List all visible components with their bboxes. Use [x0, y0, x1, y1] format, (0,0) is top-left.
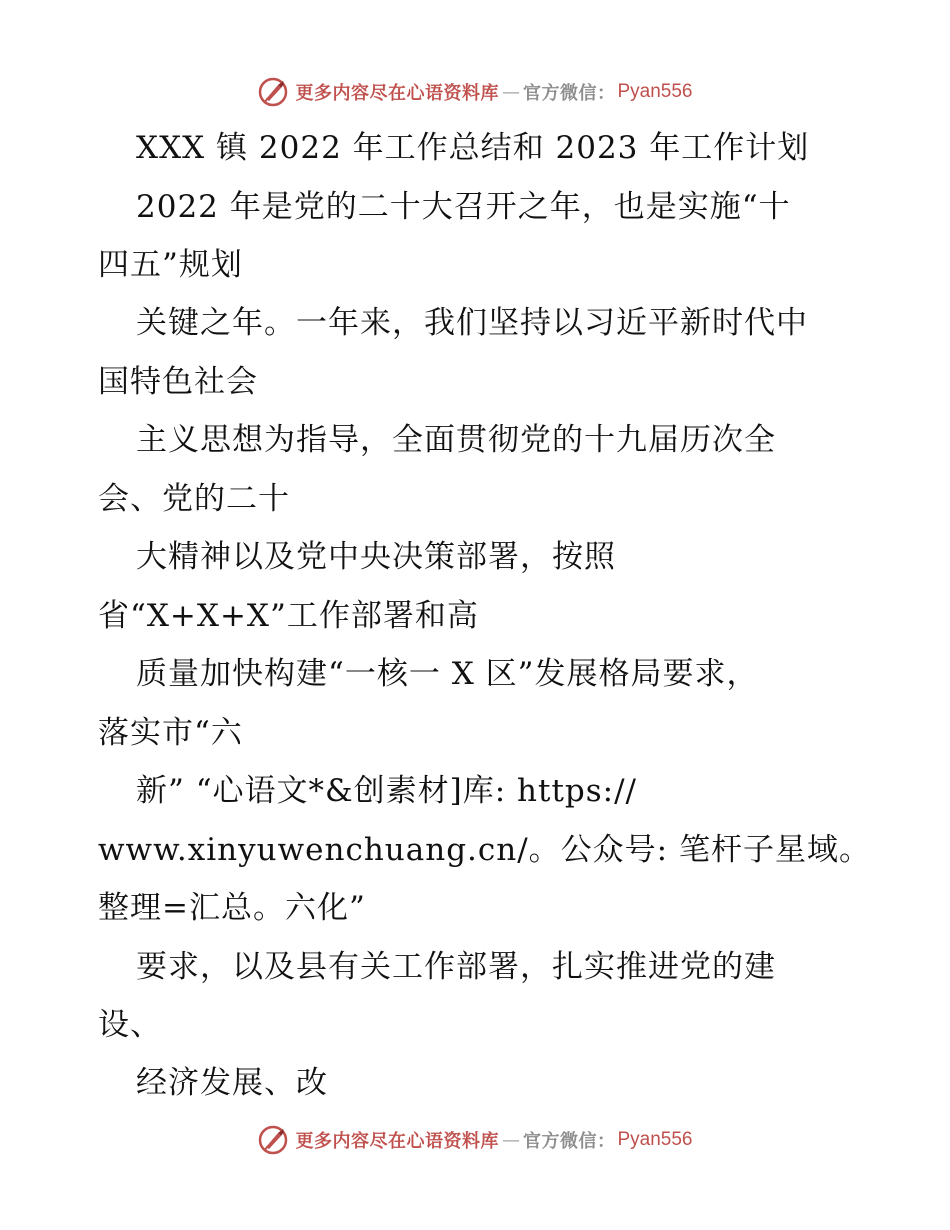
header-brand-text: 更多内容尽在心语资料库: [295, 83, 499, 104]
footer-brand-text: 更多内容尽在心语资料库: [295, 1131, 499, 1152]
paragraph-line: 国特色社会: [98, 364, 258, 400]
paragraph-line: 设、: [98, 1007, 162, 1043]
header-separator: —: [501, 81, 520, 103]
paragraph-line: 落实市“六: [98, 715, 243, 751]
paragraph-line: 会、党的二十: [98, 481, 290, 517]
paragraph-line: 质量加快构建“一核一 X 区”发展格局要求，: [136, 656, 759, 692]
document-title: XXX 镇 2022 年工作总结和 2023 年工作计划: [136, 130, 810, 166]
paragraph-line: 新” “心语文*&创素材]库: https://: [136, 773, 638, 809]
quill-pen-logo-icon: [257, 76, 289, 108]
header-banner: [0, 72, 950, 112]
paragraph-line: 经济发展、改: [136, 1065, 328, 1101]
paragraph-line: 要求，以及县有关工作部署，扎实推进党的建: [136, 949, 776, 985]
paragraph-line: 省“X+X+X”工作部署和高: [98, 598, 479, 634]
paragraph-line: 大精神以及党中央决策部署，按照: [136, 539, 616, 575]
quill-pen-logo-icon: [257, 1124, 289, 1156]
header-wechat-id: Pyan556: [617, 81, 693, 102]
footer-separator: —: [501, 1129, 520, 1151]
header-wechat-label: 官方微信：: [522, 83, 616, 104]
paragraph-line: 整理=汇总。六化”: [98, 890, 366, 926]
paragraph-line: 主义思想为指导，全面贯彻党的十九届历次全: [136, 422, 776, 458]
paragraph-line: 四五”规划: [98, 247, 243, 283]
footer-banner: [0, 1120, 950, 1160]
paragraph-line: 2022 年是党的二十大召开之年，也是实施“十: [136, 189, 791, 225]
footer-wechat-id: Pyan556: [617, 1129, 693, 1150]
paragraph-line: www.xinyuwenchuang.cn/。公众号: 笔杆子星域。: [98, 832, 871, 868]
paragraph-line: 关键之年。一年来，我们坚持以习近平新时代中: [136, 305, 808, 341]
footer-wechat-label: 官方微信：: [522, 1131, 616, 1152]
